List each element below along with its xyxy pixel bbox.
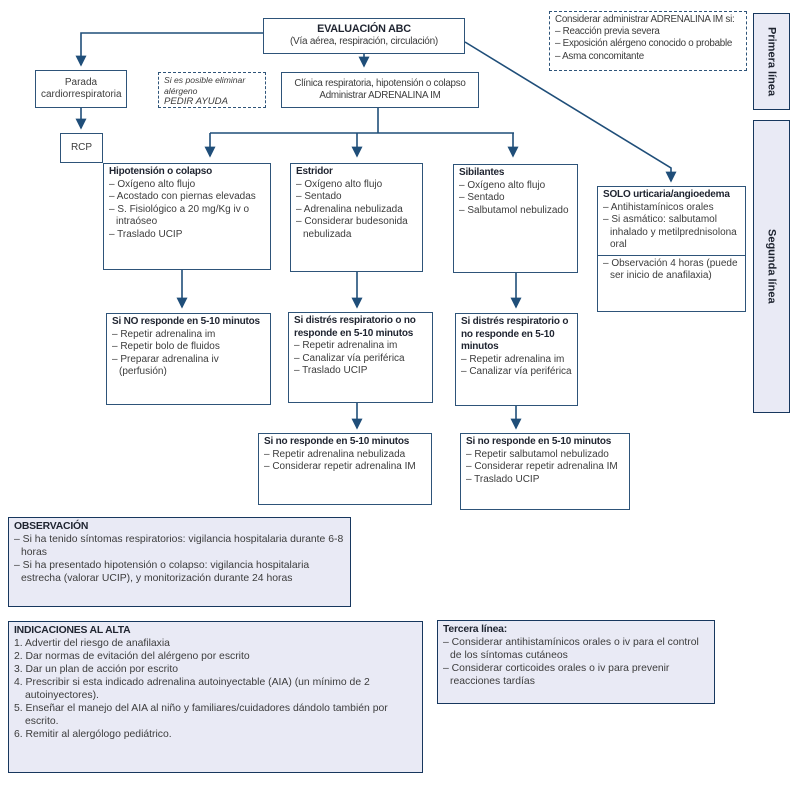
node-title: EVALUACIÓN ABC (317, 23, 411, 35)
note-line: PEDIR AYUDA (164, 96, 228, 108)
node-title: SOLO urticaria/angioedema (603, 189, 730, 200)
node-items (296, 179, 417, 242)
node-items (466, 449, 624, 487)
list-item: – Repetir salbutamol nebulizado (466, 448, 609, 460)
stage-label-text: Primera línea (765, 26, 778, 97)
list-item: – Repetir adrenalina im (294, 340, 398, 351)
node-clinica-respiratoria (281, 72, 479, 108)
list-item: – Oxígeno alto flujo (296, 178, 383, 190)
stage-label-segunda-linea (753, 120, 790, 413)
node-items (461, 354, 572, 379)
list-item: – Si ha presentado hipotensión o colapso: vigilancia hospitalaria estrecha (valorar UCIP), y monitorización durante 24 horas (14, 560, 310, 584)
list-item: – Considerar repetir adrenalina IM (264, 461, 416, 472)
node-items (294, 340, 427, 378)
list-item: – Repetir adrenalina nebulizada (264, 448, 406, 460)
panel-items (14, 637, 417, 741)
note-line: Si es posible eliminar alérgeno (164, 75, 246, 96)
list-item: – Si asmático: salbutamol inhalado y metilprednisolona oral (603, 214, 737, 250)
list-item: 4. Prescribir si esta indicado adrenalina autoinyectable (AIA) (un mínimo de 2 autoinyectores). (14, 677, 370, 701)
note-items (555, 26, 741, 63)
list-item: – Traslado UCIP (294, 365, 368, 376)
node-no-responde-estridor (258, 433, 432, 505)
node-title: Si no responde en 5-10 minutos (264, 436, 410, 447)
node-subtitle: (Vía aérea, respiración, circulación) (289, 36, 439, 48)
panel-title: INDICACIONES AL ALTA (14, 625, 131, 636)
node-title: Sibilantes (459, 167, 505, 178)
list-item: 3. Dar un plan de acción por escrito (14, 664, 179, 675)
panel-items (14, 533, 345, 585)
node-title: Hipotensión o colapso (109, 166, 213, 177)
node-hipotension-colapso (103, 163, 271, 270)
list-item: 5. Enseñar el manejo del AIA al niño y familiares/cuidadores dándolo también por escrito. (14, 703, 388, 727)
list-item: – Traslado UCIP (109, 228, 183, 240)
list-item: – Si ha tenido síntomas respiratorios: vigilancia hospitalaria durante 6-8 horas (14, 534, 344, 558)
note-pedir-ayuda (158, 72, 266, 108)
list-item: – Oxígeno alto flujo (459, 179, 546, 191)
panel-observacion (8, 517, 351, 607)
node-items (459, 180, 572, 218)
node-no-responde-sibilantes (460, 433, 630, 510)
list-item: – Considerar budesonida nebulizada (296, 216, 408, 240)
list-item: – Considerar antihistamínicos orales o iv para el control de los síntomas cutáneos (443, 637, 699, 661)
list-item: – Canalizar vía periférica (461, 366, 572, 377)
node-items (109, 179, 265, 242)
list-item: – Considerar repetir adrenalina IM (466, 461, 618, 472)
list-item: – Sentado (296, 191, 342, 202)
node-footer (598, 255, 745, 283)
node-title: Si distrés respiratorio o no responde en 5-10 minutos (294, 315, 416, 339)
list-item: – Oxígeno alto flujo (109, 178, 196, 190)
list-item: – Preparar adrenalina iv (perfusión) (112, 353, 219, 377)
list-item: – Canalizar vía periférica (294, 352, 405, 364)
list-item: – Sentado (459, 192, 505, 203)
note-title: Considerar administrar ADRENALINA IM si: (555, 14, 735, 25)
node-parada-cardiorrespiratoria (35, 70, 127, 108)
stage-label-text: Segunda línea (765, 229, 778, 304)
list-item: – Considerar corticoides orales o iv para prevenir reacciones tardías (443, 663, 670, 687)
list-item: 1. Advertir del riesgo de anafilaxia (14, 638, 170, 649)
stage-label-primera-linea (753, 13, 790, 110)
list-item: – Adrenalina nebulizada (296, 203, 403, 215)
list-item: – Observación 4 horas (puede ser inicio de anafilaxia) (603, 257, 738, 281)
node-evaluacion-abc (263, 18, 465, 54)
node-label: Parada cardiorrespiratoria (41, 76, 122, 100)
panel-tercera-linea (437, 620, 715, 704)
list-item: – Antihistamínicos orales (603, 201, 714, 213)
panel-indicaciones-al-alta (8, 621, 423, 773)
list-item: – Repetir adrenalina im (461, 353, 565, 365)
node-estridor (290, 163, 423, 272)
note-considerar-adrenalina (549, 11, 747, 71)
list-item: – Traslado UCIP (466, 473, 540, 485)
node-items (603, 202, 740, 252)
list-item: – Reacción previa severa (555, 26, 660, 38)
node-items (603, 258, 740, 283)
node-rcp (60, 133, 103, 163)
node-distres-estridor (288, 312, 433, 403)
list-item: 6. Remitir al alergólogo pediátrico. (14, 729, 172, 740)
panel-items (443, 636, 709, 688)
node-title: Estridor (296, 166, 333, 177)
node-line: Clínica respiratoria, hipotensión o colapso (294, 77, 466, 89)
node-title: Si distrés respiratorio o no responde en 5-10 minutos (461, 316, 569, 352)
node-si-no-responde-hipotension (106, 313, 271, 405)
list-item: – S. Fisiológico a 20 mg/Kg iv o intraóseo (109, 203, 250, 227)
list-item: – Asma concomitante (555, 50, 644, 62)
node-line: Administrar ADRENALINA IM (319, 90, 441, 101)
node-title: Si NO responde en 5-10 minutos (112, 316, 260, 327)
list-item: – Repetir adrenalina im (112, 328, 216, 340)
panel-title: Tercera línea: (443, 624, 508, 635)
node-sibilantes (453, 164, 578, 273)
panel-title: OBSERVACIÓN (14, 521, 89, 532)
list-item: 2. Dar normas de evitación del alérgeno por escrito (14, 651, 250, 662)
node-label: RCP (70, 141, 93, 153)
list-item: – Salbutamol nebulizado (459, 204, 569, 216)
node-items (264, 449, 426, 474)
node-items (112, 329, 265, 379)
list-item: – Acostado con piernas elevadas (109, 191, 256, 202)
node-title: Si no responde en 5-10 minutos (466, 436, 612, 447)
list-item: – Exposición alérgeno conocido o probable (555, 38, 733, 50)
list-item: – Repetir bolo de fluidos (112, 341, 220, 352)
node-solo-urticaria-angioedema (597, 186, 746, 312)
node-distres-sibilantes (455, 313, 578, 406)
